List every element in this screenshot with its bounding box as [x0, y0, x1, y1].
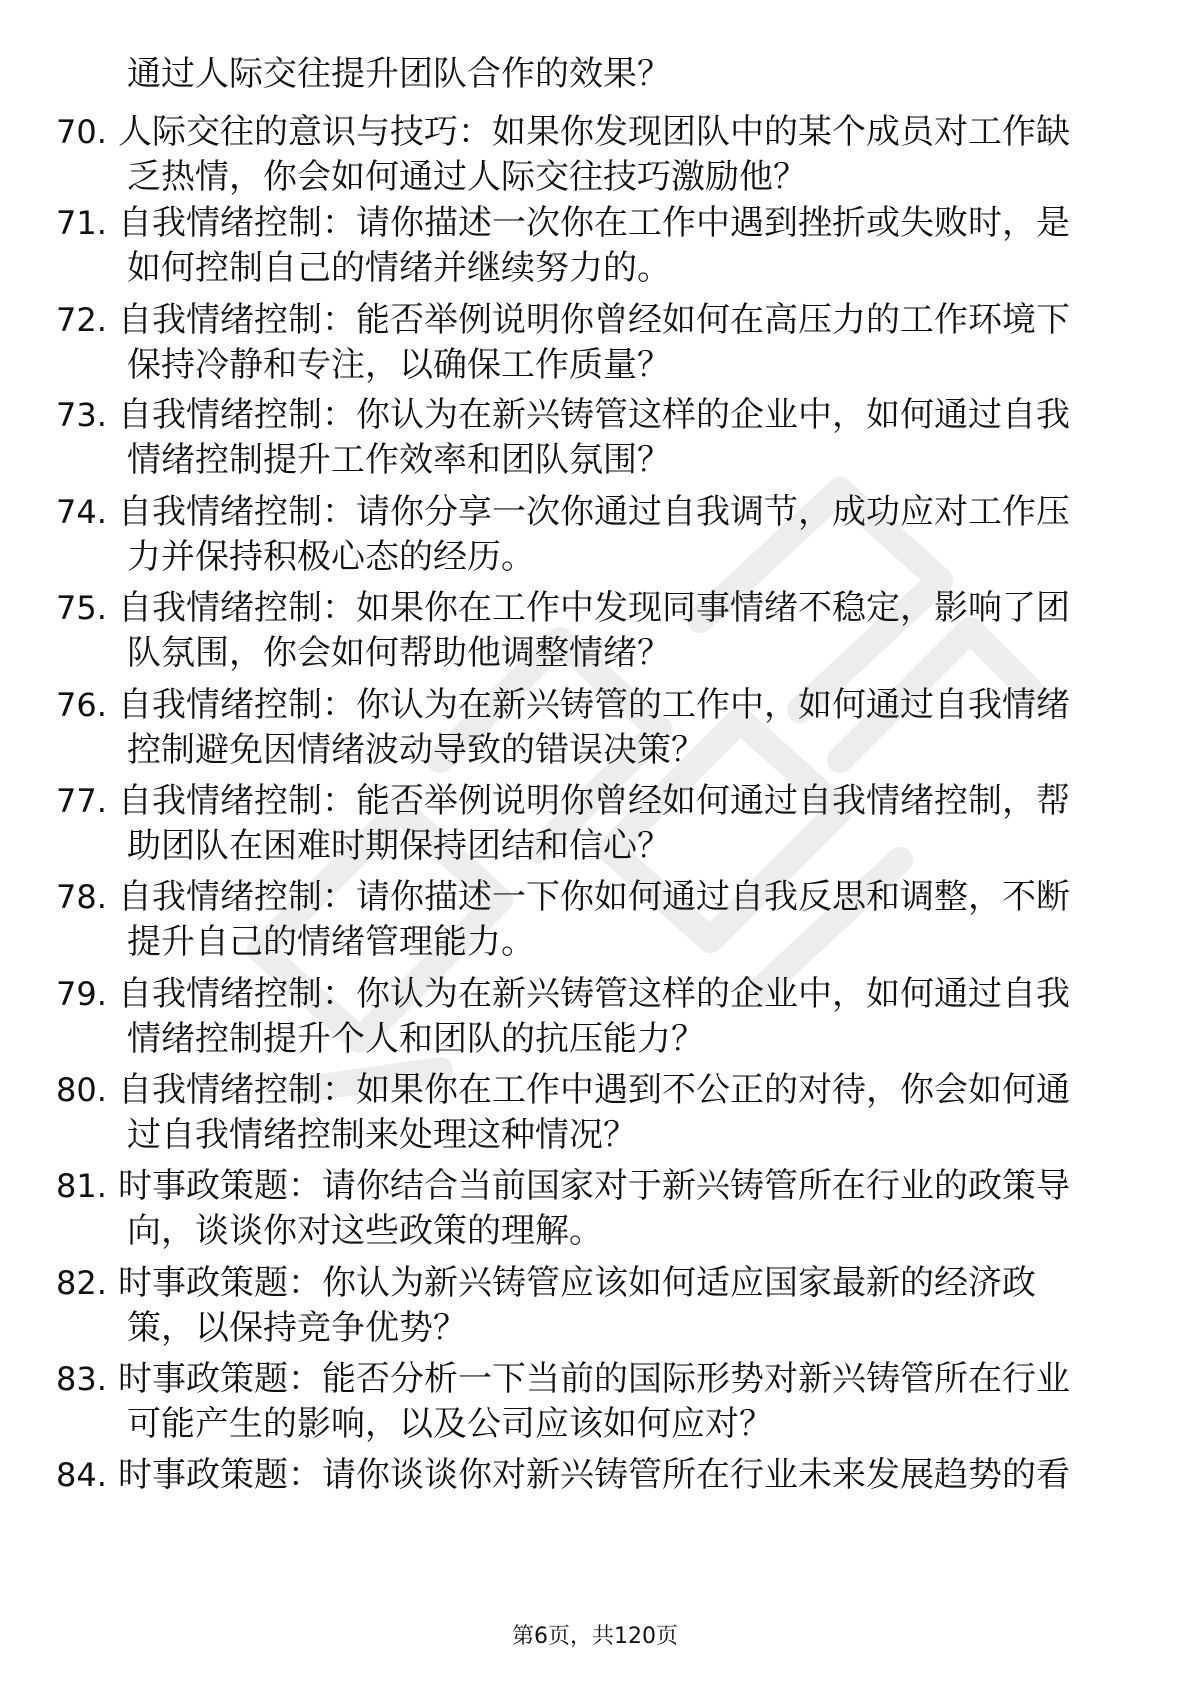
continuation-line: 通过人际交往提升团队合作的效果？ — [127, 54, 671, 94]
item-line-2: 如何控制自己的情绪并继续努力的。 — [127, 248, 671, 288]
list-item — [0, 1357, 1190, 1447]
item-line-1: 自我情绪控制：请你描述一下你如何通过自我反思和调整，不断 — [118, 877, 1070, 917]
item-number: 76. — [56, 686, 107, 724]
page-footer: 第6页，共120页 — [512, 1624, 678, 1649]
list-item — [0, 1068, 1190, 1158]
item-line-1: 时事政策题：能否分析一下当前的国际形势对新兴铸管所在行业 — [118, 1359, 1070, 1399]
item-number: 72. — [56, 301, 107, 339]
item-line-1: 自我情绪控制：你认为在新兴铸管这样的企业中，如何通过自我 — [118, 395, 1070, 435]
item-number: 82. — [56, 1264, 107, 1302]
item-number: 74. — [56, 493, 107, 531]
item-line-1: 人际交往的意识与技巧：如果你发现团队中的某个成员对工作缺 — [118, 112, 1070, 152]
item-number: 83. — [56, 1360, 107, 1398]
item-line-2: 策，以保持竞争优势？ — [127, 1308, 467, 1348]
item-line-1: 自我情绪控制：能否举例说明你曾经如何在高压力的工作环境下 — [118, 300, 1070, 340]
item-line-1: 时事政策题：请你谈谈你对新兴铸管所在行业未来发展趋势的看 — [118, 1455, 1070, 1495]
item-number: 75. — [56, 589, 107, 627]
item-line-2: 提升自己的情绪管理能力。 — [127, 922, 535, 962]
item-line-2: 情绪控制提升个人和团队的抗压能力？ — [127, 1019, 705, 1059]
item-number: 73. — [56, 396, 107, 434]
item-line-2: 控制避免因情绪波动导致的错误决策？ — [127, 730, 705, 770]
list-item — [0, 1261, 1190, 1351]
list-item — [0, 110, 1190, 200]
list-item — [0, 779, 1190, 869]
item-line-1: 时事政策题：请你结合当前国家对于新兴铸管所在行业的政策导 — [118, 1166, 1070, 1206]
item-line-2: 可能产生的影响，以及公司应该如何应对？ — [127, 1404, 773, 1444]
list-item — [0, 586, 1190, 676]
item-number: 79. — [56, 975, 107, 1013]
item-line-1: 自我情绪控制：你认为在新兴铸管的工作中，如何通过自我情绪 — [118, 685, 1070, 725]
item-line-2: 力并保持积极心态的经历。 — [127, 537, 535, 577]
item-line-1: 自我情绪控制：如果你在工作中发现同事情绪不稳定，影响了团 — [118, 588, 1070, 628]
item-line-2: 保持冷静和专注，以确保工作质量？ — [127, 345, 671, 385]
list-item — [0, 201, 1190, 291]
item-number: 81. — [56, 1167, 107, 1205]
list-item — [0, 490, 1190, 580]
list-item — [0, 1164, 1190, 1254]
item-line-1: 自我情绪控制：请你分享一次你通过自我调节，成功应对工作压 — [118, 492, 1070, 532]
list-item — [0, 1453, 1190, 1543]
item-line-2: 向，谈谈你对这些政策的理解。 — [127, 1211, 603, 1251]
list-item — [0, 393, 1190, 483]
item-line-1: 自我情绪控制：能否举例说明你曾经如何通过自我情绪控制，帮 — [118, 781, 1070, 821]
item-number: 80. — [56, 1071, 107, 1109]
item-number: 70. — [56, 113, 107, 151]
item-line-2: 情绪控制提升工作效率和团队氛围？ — [127, 440, 671, 480]
list-item — [0, 972, 1190, 1062]
item-line-2: 过自我情绪控制来处理这种情况？ — [127, 1115, 637, 1155]
list-item — [0, 298, 1190, 388]
item-line-1: 自我情绪控制：请你描述一次你在工作中遇到挫折或失败时，是 — [118, 203, 1070, 243]
item-number: 71. — [56, 204, 107, 242]
item-line-1: 自我情绪控制：如果你在工作中遇到不公正的对待，你会如何通 — [118, 1070, 1070, 1110]
item-line-1: 自我情绪控制：你认为在新兴铸管这样的企业中，如何通过自我 — [118, 974, 1070, 1014]
item-line-2: 队氛围，你会如何帮助他调整情绪？ — [127, 633, 671, 673]
item-number: 77. — [56, 782, 107, 820]
item-line-2: 乏热情，你会如何通过人际交往技巧激励他？ — [127, 157, 807, 197]
item-number: 78. — [56, 878, 107, 916]
list-item — [0, 683, 1190, 773]
list-item — [0, 875, 1190, 965]
item-number: 84. — [56, 1456, 107, 1494]
item-line-1: 时事政策题：你认为新兴铸管应该如何适应国家最新的经济政 — [118, 1263, 1036, 1303]
item-line-2: 助团队在困难时期保持团结和信心？ — [127, 826, 671, 866]
